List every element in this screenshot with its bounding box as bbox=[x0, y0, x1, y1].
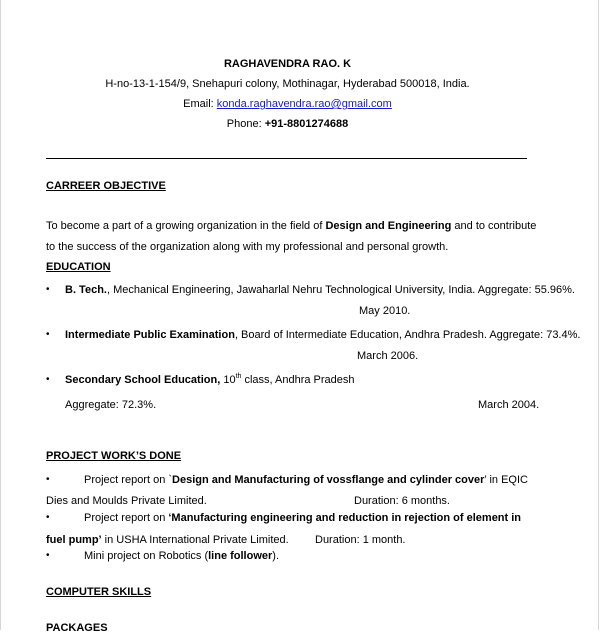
project-text-pre: Mini project on Robotics ( bbox=[84, 550, 209, 562]
project-text-pre: Project report on ` bbox=[84, 474, 173, 486]
project-company-2 bbox=[46, 533, 289, 547]
project-title: line follower bbox=[208, 550, 273, 562]
project-text-post: ). bbox=[272, 550, 280, 562]
education-date-2: March 2006. bbox=[357, 350, 419, 362]
degree-detail: , Mechanical Engineering, Jawaharlal Nehru Technological University, India. Aggregate: 55.96%. bbox=[106, 284, 575, 296]
education-aggregate-3: Aggregate: 72.3%. bbox=[65, 399, 157, 411]
education-heading: EDUCATION bbox=[46, 261, 111, 273]
education-item-3 bbox=[65, 373, 355, 387]
phone-label: Phone: bbox=[226, 118, 265, 130]
objective-text-1a: To become a part of a growing organization in the field of bbox=[46, 220, 326, 232]
project-bullet-3: • bbox=[46, 550, 50, 561]
education-date-1: May 2010. bbox=[359, 305, 411, 317]
project-duration-1: Duration: 6 months. bbox=[354, 495, 450, 507]
computer-skills-heading: COMPUTER SKILLS bbox=[46, 586, 152, 598]
projects-heading: PROJECT WORK’S DONE bbox=[46, 450, 182, 462]
ordinal-suffix: th bbox=[235, 373, 242, 380]
objective-text-1b: and to contribute bbox=[451, 220, 537, 232]
degree-title: B. Tech. bbox=[65, 284, 107, 296]
education-bullet-1: • bbox=[46, 284, 50, 295]
address-line: H-no-13-1-154/9, Snehapuri colony, Mothinagar, Hyderabad 500018, India. bbox=[105, 78, 470, 90]
degree-detail: , Board of Intermediate Education, Andhra Pradesh. Aggregate: 73.4%. bbox=[234, 329, 581, 341]
education-bullet-3: • bbox=[46, 374, 50, 385]
education-item-2 bbox=[65, 328, 580, 342]
project-text-post: ’ in EQIC bbox=[484, 474, 528, 486]
project-duration-2: Duration: 1 month. bbox=[315, 534, 406, 546]
objective-line-1 bbox=[46, 219, 536, 233]
project-title: Design and Manufacturing of vossflange and cylinder cover bbox=[172, 474, 485, 486]
degree-title: Intermediate Public Examination bbox=[65, 329, 235, 341]
page-border-left bbox=[0, 0, 1, 630]
objective-line-2: to the success of the organization along with my professional and personal growth. bbox=[46, 241, 449, 253]
email-label: Email: bbox=[183, 98, 217, 110]
phone-number: +91-8801274688 bbox=[264, 118, 349, 130]
project-company-1: Dies and Moulds Private Limited. bbox=[46, 495, 207, 507]
objective-field: Design and Engineering bbox=[325, 220, 452, 232]
degree-detail-pre: 10 bbox=[220, 374, 236, 386]
education-item-1 bbox=[65, 283, 575, 297]
project-bullet-1: • bbox=[46, 474, 50, 485]
project-item-2 bbox=[84, 511, 521, 525]
email-line bbox=[0, 97, 575, 111]
degree-detail-post: class, Andhra Pradesh bbox=[241, 374, 355, 386]
header-divider bbox=[46, 158, 527, 159]
packages-label: PACKAGES bbox=[46, 622, 108, 634]
education-date-3: March 2004. bbox=[478, 399, 540, 411]
email-link[interactable]: konda.raghavendra.rao@gmail.com bbox=[216, 98, 392, 110]
phone-line bbox=[0, 117, 575, 131]
project-title: ‘Manufacturing engineering and reduction in rejection of element in bbox=[168, 512, 522, 524]
project-company-text: in USHA International Private Limited. bbox=[101, 534, 289, 546]
project-text-pre: Project report on bbox=[84, 512, 169, 524]
candidate-name: RAGHAVENDRA RAO. K bbox=[223, 58, 352, 70]
page-border-right bbox=[598, 0, 599, 630]
project-title-cont: fuel pump’ bbox=[46, 534, 102, 546]
degree-title: Secondary School Education, bbox=[65, 374, 221, 386]
project-bullet-2: • bbox=[46, 512, 50, 523]
objective-heading: CARREER OBJECTIVE bbox=[46, 180, 166, 192]
education-bullet-2: • bbox=[46, 329, 50, 340]
project-item-1 bbox=[84, 473, 528, 487]
project-item-3 bbox=[84, 549, 279, 563]
